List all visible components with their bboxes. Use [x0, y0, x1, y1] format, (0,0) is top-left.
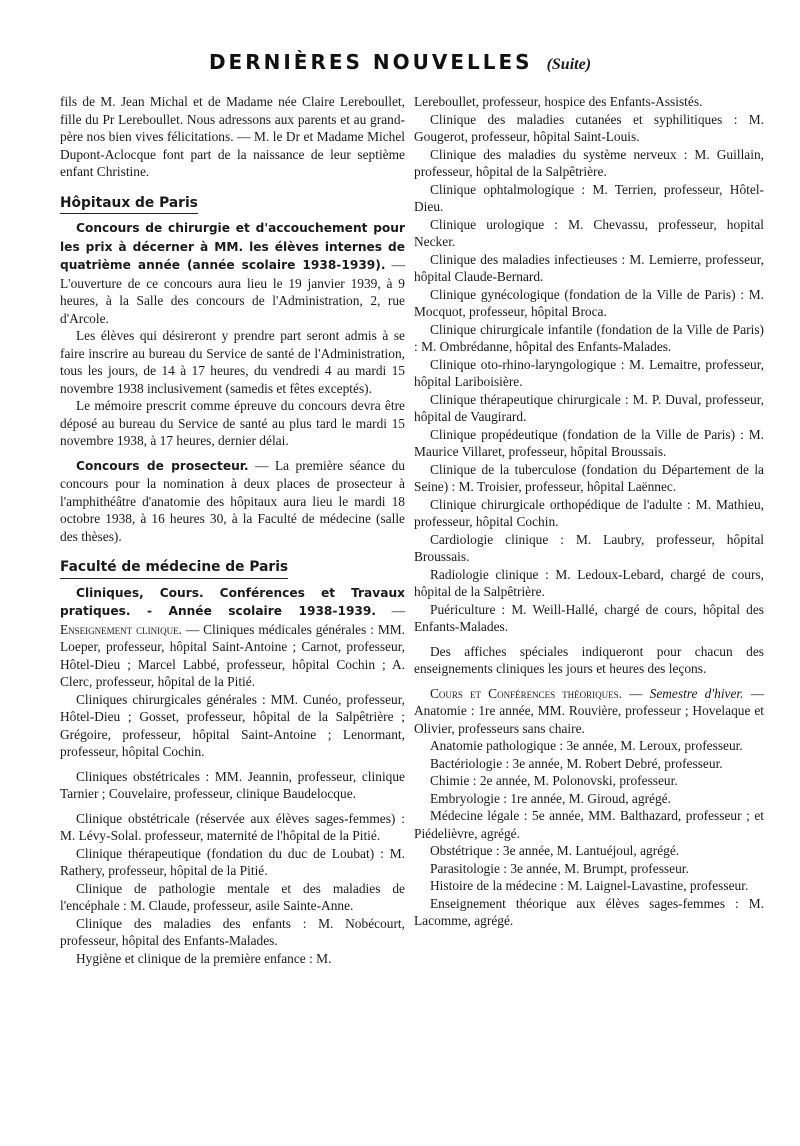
cours-paragraph: Cours et Conférences théoriques. — Semestre d'hiver. — Anatomie : 1re année, MM. Rouvière, professeur ; Hovelaque et Olivier, professeurs sans chaire.: [414, 685, 765, 736]
lereboullet-paragraph: Lereboullet, professeur, hospice des Enfants-Assistés.: [414, 94, 703, 109]
cours-label: Cours et Conférences théoriques.: [430, 685, 623, 701]
chirurgicales-paragraph: Cliniques chirurgicales générales : MM. Cunéo, professeur, Hôtel-Dieu ; Gosset, professeur, hôpital de la Salpêtrière ; Grégoire, professeur, hôpital Saint-Antoine ; Lenormant, professeur, hôpital Cochin.: [60, 691, 405, 759]
eleves-paragraph: Les élèves qui désireront y prendre part seront admis à se faire inscrire au bureau du Service de santé de l'Administration, tous les jours, de 14 à 17 heures, du vendredi 4 au mardi 15 novembre 1938 inclusivement (samedis et fêtes exceptés).: [60, 328, 405, 396]
intro-paragraph: fils de M. Jean Michal et de Madame née Claire Lereboullet, fille du Pr Lereboullet. Nous adressons aux parents et au grand-père nos bien vives félicitations. — M. le Dr et Madame Michel Dupont-Aclocque font part de la naissance de leur septième enfant Christine.: [60, 94, 405, 179]
anatomie-patho-paragraph: Anatomie pathologique : 3e année, M. Leroux, professeur.: [430, 738, 743, 753]
enfants-paragraph: Clinique des maladies des enfants : M. Nobécourt, professeur, hôpital des Enfants-Malades.: [60, 915, 405, 948]
obstetricale-sages-paragraph: Clinique obstétricale (réservée aux élèves sages-femmes) : M. Lévy-Solal. professeur, maternité de l'hôpital de la Pitié.: [60, 810, 405, 843]
sages-femmes-paragraph: Enseignement théorique aux élèves sages-femmes : M. Lacomme, agrégé.: [414, 895, 764, 928]
chimie-paragraph: Chimie : 2e année, M. Polonovski, professeur.: [430, 773, 678, 788]
affiches-paragraph: Des affiches spéciales indiqueront pour chacun des enseignements cliniques les jours et heures des leçons.: [414, 643, 764, 676]
medicales-text: — Cliniques médicales générales : MM. Loeper, professeur, hôpital Saint-Antoine ; Carnot, professeur, Hôtel-Dieu ; Marcel Labbé, professeur, hôpital Cochin ; A. Clerc, professeur, hôpital de la Pitié.: [60, 621, 405, 689]
parasitologie-paragraph: Parasitologie : 3e année, M. Brumpt, professeur.: [430, 860, 689, 876]
anatomie-text: — Anatomie : 1re année, MM. Rouvière, professeur ; Hovelaque et Olivier, professeurs sans chaire.: [414, 685, 765, 736]
nerveux-paragraph: Clinique des maladies du système nerveux : M. Guillain, professeur, hôpital de la Salpêtrière.: [414, 146, 764, 179]
ophtalmologique-paragraph: Clinique ophtalmologique : M. Terrien, professeur, Hôtel-Dieu.: [414, 181, 764, 214]
obstetrique-paragraph: Obstétrique : 3e année, M. Lantuéjoul, agrégé.: [430, 843, 680, 858]
orthopedique-paragraph: Clinique chirurgicale orthopédique de l'adulte : M. Mathieu, professeur, hôpital Cochin.: [414, 496, 764, 529]
infantile-paragraph: Clinique chirurgicale infantile (fondation de la Ville de Paris) : M. Ombrédanne, hôpital des Enfants-Malades.: [414, 321, 764, 354]
histoire-paragraph: Histoire de la médecine : M. Laignel-Lavastine, professeur.: [430, 878, 749, 893]
section-heading-hopitaux: Hôpitaux de Paris: [60, 195, 198, 215]
left-column: [60, 93, 405, 967]
gynecologique-paragraph: Clinique gynécologique (fondation de la Ville de Paris) : M. Mocquot, professeur, hôpital Broca.: [414, 286, 764, 319]
page-title-suite: (Suite): [546, 56, 592, 73]
puericulture-paragraph: Puériculture : M. Weill-Hallé, chargé de cours, hôpital des Enfants-Malades.: [414, 601, 764, 634]
therapeutique-paragraph: Clinique thérapeutique (fondation du duc de Loubat) : M. Rathery, professeur, hôpital de la Pitié.: [60, 845, 405, 878]
cliniques-paragraph: Cliniques, Cours. Conférences et Travaux pratiques. - Année scolaire 1938-1939. — Enseignement clinique. — Cliniques médicales générales : MM. Loeper, professeur, hôpital Saint-Antoine ; Carnot, professeur, Hôtel-Dieu ; Marcel Labbé, professeur, hôpital Cochin ; A. Clerc, professeur, hôpital de la Pitié.: [60, 585, 405, 689]
oto-paragraph: Clinique oto-rhino-laryngologique : M. Lemaitre, professeur, hôpital Lariboisière.: [414, 356, 764, 389]
embryologie-paragraph: Embryologie : 1re année, M. Giroud, agrégé.: [430, 790, 671, 806]
page-title: DERNIÈRES NOUVELLES: [208, 50, 533, 74]
medecine-legale-paragraph: Médecine légale : 5e année, MM. Balthazard, professeur ; et Piédelièvre, agrégé.: [414, 808, 764, 841]
prosecteur-title: Concours de prosecteur.: [76, 458, 249, 473]
concours-paragraph: [60, 219, 405, 327]
therapeutique-chir-paragraph: Clinique thérapeutique chirurgicale : M. P. Duval, professeur, hôpital de Vaugirard.: [414, 391, 764, 424]
page-header: [0, 50, 800, 74]
pathologie-mentale-paragraph: Clinique de pathologie mentale et des maladies de l'encéphale : M. Claude, professeur, asile Sainte-Anne.: [60, 880, 405, 913]
prosecteur-text: — La première séance du concours pour la nomination à deux places de prosecteur à l'amphithéâtre d'anatomie des hôpitaux aura lieu le mardi 18 octobre 1938, à 16 heures 30, à la Faculté de médecine (salle des thèses).: [60, 457, 406, 544]
radiologie-paragraph: Radiologie clinique : M. Ledoux-Lebard, chargé de cours, hôpital de la Salpêtrière.: [414, 566, 764, 599]
bacteriologie-paragraph: Bactériologie : 3e année, M. Robert Debré, professeur.: [430, 755, 723, 771]
infectieuses-paragraph: Clinique des maladies infectieuses : M. Lemierre, professeur, hôpital Claude-Bernard.: [414, 251, 764, 284]
memoire-paragraph: Le mémoire prescrit comme épreuve du concours devra être déposé au bureau du Service de santé au plus tard le mardi 15 novembre 1938, à 17 heures, dernier délai.: [60, 398, 405, 448]
section-heading-faculte: Faculté de médecine de Paris: [60, 559, 288, 579]
prosecteur-paragraph: [60, 457, 405, 546]
hygiene-paragraph: Hygiène et clinique de la première enfance : M.: [76, 950, 332, 966]
obstetricales-paragraph: Cliniques obstétricales : MM. Jeannin, professeur, clinique Tarnier ; Couvelaire, professeur, clinique Baudelocque.: [60, 768, 405, 801]
cliniques-title: Cliniques, Cours. Conférences et Travaux pratiques. - Année scolaire 1938-1939.: [60, 585, 405, 618]
urologique-paragraph: Clinique urologique : M. Chevassu, professeur, hopital Necker.: [414, 216, 764, 249]
semestre-label: Semestre d'hiver.: [649, 685, 744, 701]
concours-title: Concours de chirurgie et d'accouchement pour les prix à décerner à MM. les élèves internes de quatrième année (année scolaire 1938-1939).: [60, 221, 405, 272]
right-column: [414, 93, 764, 930]
enseignement-label: Enseignement clinique.: [60, 621, 182, 637]
cutanees-paragraph: Clinique des maladies cutanées et syphilitiques : M. Gougerot, professeur, hôpital Saint-Louis.: [414, 111, 764, 144]
concours-text: — L'ouverture de ce concours aura lieu le 19 janvier 1939, à 9 heures, à la Salle des concours de l'Administration, 2, rue d'Arcole.: [60, 257, 406, 326]
tuberculose-paragraph: Clinique de la tuberculose (fondation du Département de la Seine) : M. Troisier, professeur, hôpital Laënnec.: [414, 461, 764, 494]
cardiologie-paragraph: Cardiologie clinique : M. Laubry, professeur, hôpital Broussais.: [414, 531, 764, 564]
propedeutique-paragraph: Clinique propédeutique (fondation de la Ville de Paris) : M. Maurice Villaret, professeur, hôpital Broussais.: [414, 426, 764, 459]
